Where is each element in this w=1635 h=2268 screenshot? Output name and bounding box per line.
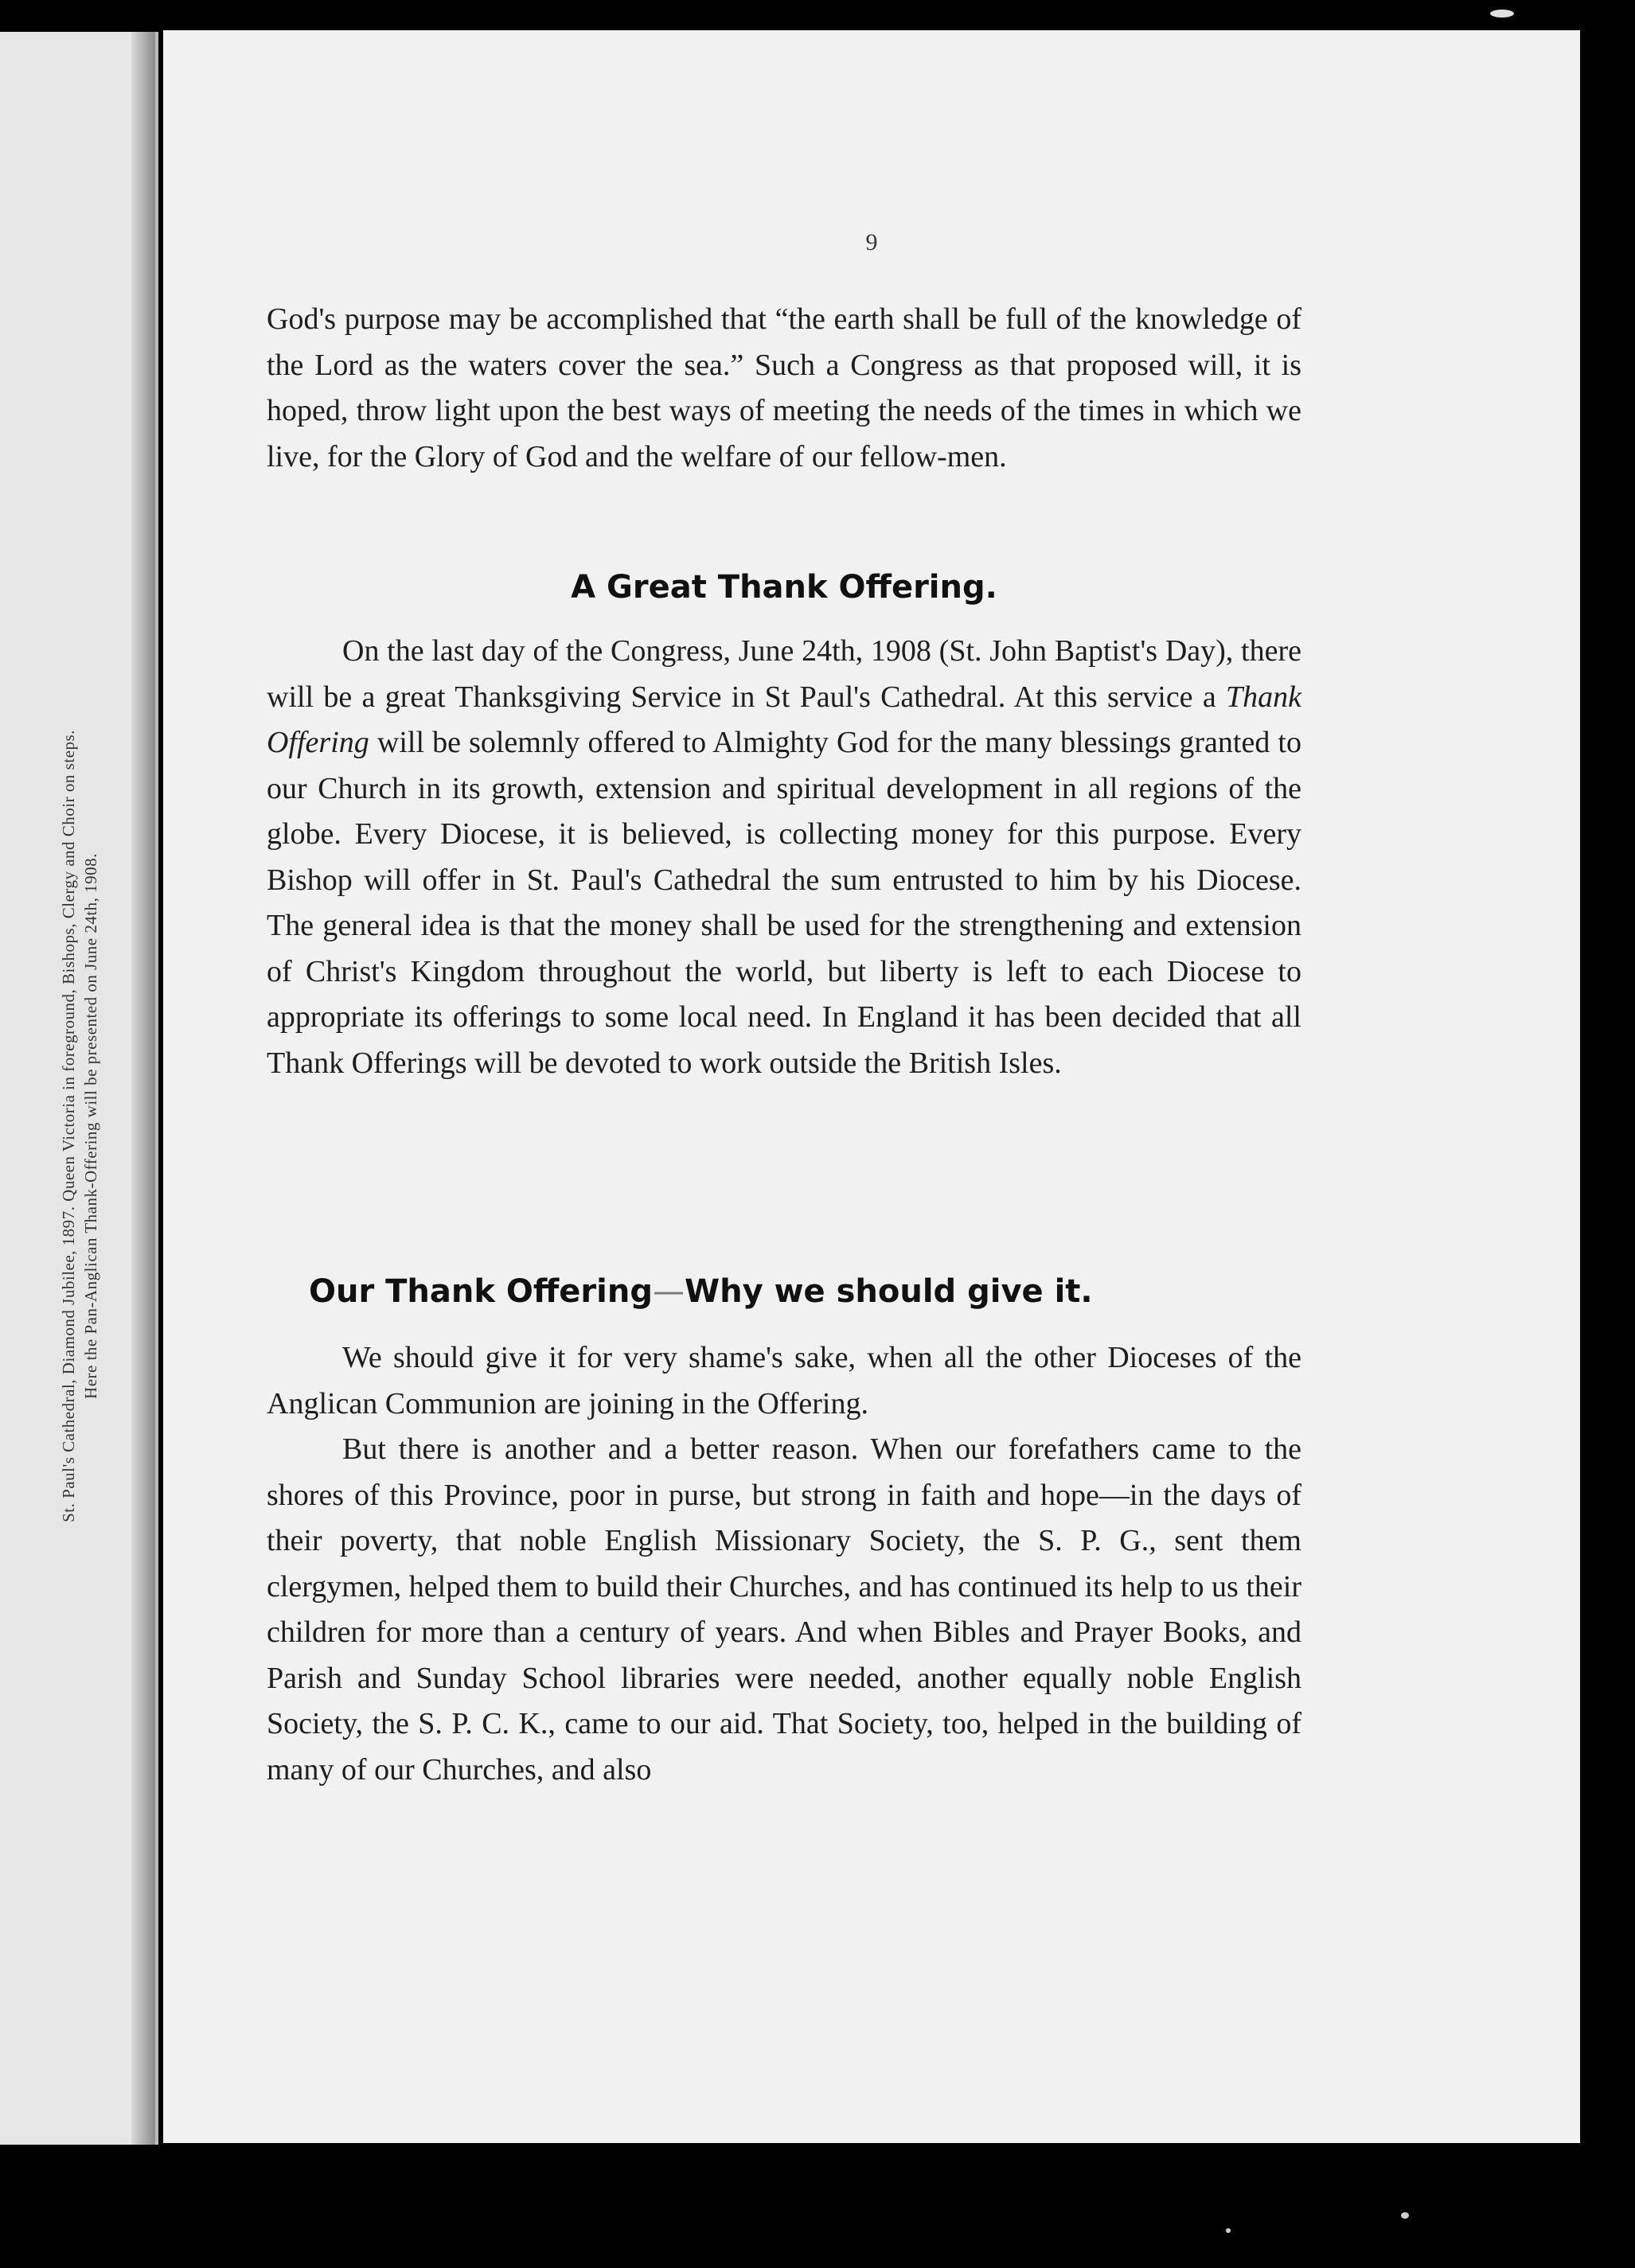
section1-text-start: On the last day of the Congress, June 24th, 1908 (St. John Baptist's Day), there will be a great Thanksgiving Service in St Paul's Cathedral. At this service a	[267, 634, 1301, 714]
section-heading-great-thank-offering: A Great Thank Offering.	[571, 569, 997, 606]
intro-paragraph-block	[267, 297, 1301, 480]
section1-paragraph	[267, 629, 1301, 1086]
thank-offering-italic: Thank Offering	[267, 680, 1301, 759]
section2-paragraph-2: But there is another and a better reason. When our forefathers came to the shores of this Province, poor in purse, but strong in faith and hope—in the days of their poverty, that noble English Missionary Society, the S. P. G., sent them clergymen, helped them to build their Churches, and has continued its help to us their children for more than a century of years. And when Bibles and Prayer Books, and Parish and Sunday School libraries were needed, another equally noble English Society, the S. P. C. K., came to our aid. That Society, too, helped in the building of many of our Churches, and also	[267, 1432, 1301, 1787]
side-caption	[57, 362, 102, 1890]
heading-dash: —	[652, 1273, 685, 1310]
heading-part-2: Why we should give it.	[684, 1273, 1093, 1310]
section1-text-end: will be solemnly offered to Almighty God for the many blessings granted to our Church in its growth, extension and spiritual development in all regions of the globe. Every Diocese, it is believed, is collecting money for this purpose. Every Bishop will offer in St. Paul's Cathedral the sum entrusted to him by his Diocese. The general idea is that the money shall be used for the strengthening and extension of Christ's Kingdom throughout the world, but liberty is left to each Diocese to appropriate its offerings to some local need. In England it has been decided that all Thank Offerings will be devoted to work outside the British Isles.	[267, 726, 1301, 1080]
side-caption-line-2: Here the Pan-Anglican Thank-Offering will be presented on June 24th, 1908.	[81, 853, 100, 1399]
scan-speck	[1226, 2228, 1231, 2233]
scan-speck	[1490, 10, 1514, 18]
heading-part-1: Our Thank Offering	[309, 1273, 653, 1310]
scan-speck	[1401, 2212, 1409, 2219]
page-number: 9	[865, 229, 878, 255]
section-heading-our-thank-offering	[309, 1273, 1344, 1310]
section2-body	[267, 1335, 1301, 1793]
section2-paragraph-1: We should give it for very shame's sake, when all the other Dioceses of the Anglican Communion are joining in the Offering.	[267, 1341, 1301, 1420]
side-caption-line-1: St. Paul's Cathedral, Diamond Jubilee, 1897. Queen Victoria in foreground, Bishops, Clergy and Choir on steps.	[59, 730, 78, 1522]
section1-body	[267, 629, 1301, 1086]
page-gutter-shadow	[131, 32, 155, 2145]
intro-paragraph: God's purpose may be accomplished that “the earth shall be full of the knowledge of the Lord as the waters cover the sea.” Such a Congress as that proposed will, it is hoped, throw light upon the best ways of meeting the needs of the times in which we live, for the Glory of God and the welfare of our fellow-men.	[267, 302, 1301, 473]
facing-page-edge	[0, 32, 158, 2145]
document-page	[163, 30, 1580, 2143]
